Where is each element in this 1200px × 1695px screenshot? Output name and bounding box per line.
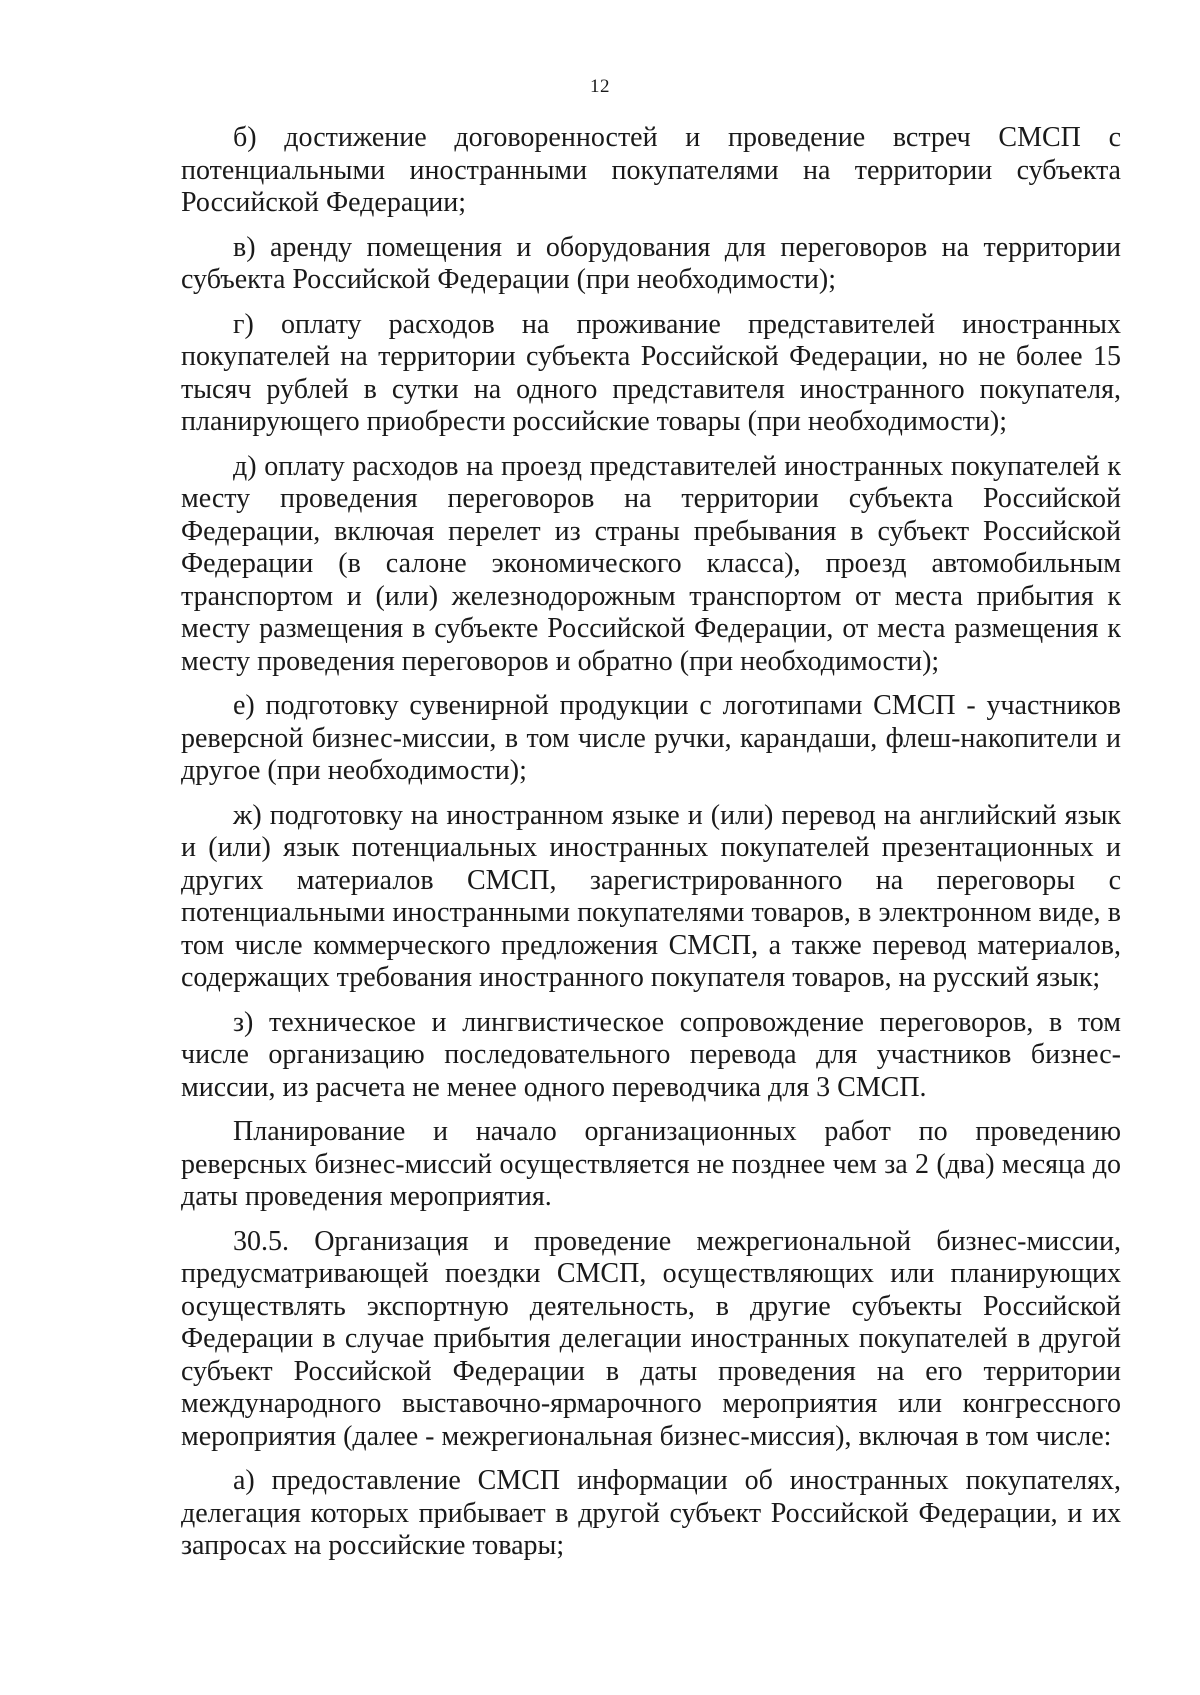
- paragraph-e: е) подготовку сувенирной продукции с логотипами СМСП - участников реверсной бизнес-миссии, в том числе ручки, карандаши, флеш-накопители и другое (при необходимости);: [181, 690, 1121, 786]
- paragraph-zh: ж) подготовку на иностранном языке и (или) перевод на английский язык и (или) язык потенциальных иностранных покупателей презентационных и других материалов СМСП, зарегистрированного на переговоры с потенциальными иностранными покупателями товаров, в электронном виде, в том числе коммерческого предложения СМСП, а также перевод материалов, содержащих требования иностранного покупателя товаров, на русский язык;: [181, 799, 1121, 993]
- paragraph-b: б) достижение договоренностей и проведение встреч СМСП с потенциальными иностранными покупателями на территории субъекта Российской Федерации;: [181, 122, 1121, 218]
- paragraph-30-5: 30.5. Организация и проведение межрегиональной бизнес-миссии, предусматривающей поездки СМСП, осуществляющих или планирующих осуществлять экспортную деятельность, в другие субъекты Российской Федерации в случае прибытия делегации иностранных покупателей в другой субъект Российской Федерации в даты проведения на его территории международного выставочно-ярмарочного мероприятия или конгрессного мероприятия (далее - межрегиональная бизнес-миссия), включая в том числе:: [181, 1225, 1121, 1452]
- document-body: [181, 122, 1121, 1575]
- page-number: 12: [590, 76, 610, 97]
- paragraph-a: а) предоставление СМСП информации об иностранных покупателях, делегация которых прибывает в другой субъект Российской Федерации, и их запросах на российские товары;: [181, 1465, 1121, 1561]
- paragraph-planning: Планирование и начало организационных работ по проведению реверсных бизнес-миссий осуществляется не позднее чем за 2 (два) месяца до даты проведения мероприятия.: [181, 1116, 1121, 1212]
- paragraph-g: г) оплату расходов на проживание представителей иностранных покупателей на территории субъекта Российской Федерации, но не более 15 тысяч рублей в сутки на одного представителя иностранного покупателя, планирующего приобрести российские товары (при необходимости);: [181, 308, 1121, 437]
- paragraph-v: в) аренду помещения и оборудования для переговоров на территории субъекта Российской Федерации (при необходимости);: [181, 231, 1121, 295]
- paragraph-z: з) техническое и лингвистическое сопровождение переговоров, в том числе организацию последовательного перевода для участников бизнес-миссии, из расчета не менее одного переводчика для 3 СМСП.: [181, 1006, 1121, 1103]
- paragraph-d: д) оплату расходов на проезд представителей иностранных покупателей к месту проведения переговоров на территории субъекта Российской Федерации, включая перелет из страны пребывания в субъект Российской Федерации (в салоне экономического класса), проезд автомобильным транспортом и (или) железнодорожным транспортом от места прибытия к месту размещения в субъекте Российской Федерации, от места размещения к месту проведения переговоров и обратно (при необходимости);: [181, 450, 1121, 677]
